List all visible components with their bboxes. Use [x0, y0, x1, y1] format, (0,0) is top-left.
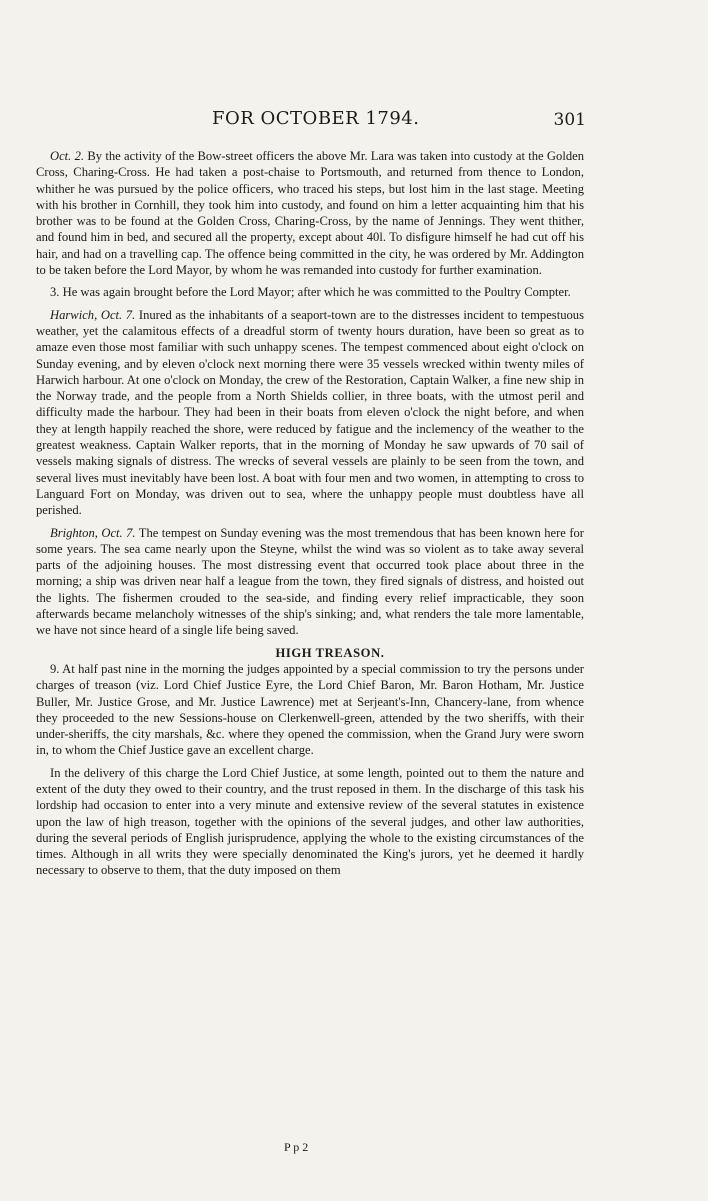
signature-mark: P p 2 — [284, 1140, 309, 1154]
paragraph-treason-charge — [36, 765, 584, 879]
paragraph-brighton — [36, 525, 584, 639]
paragraph-harwich — [36, 307, 584, 519]
paragraph-oct-3 — [36, 284, 584, 300]
paragraph-text: 9. At half past nine in the morning the judges appointed by a special commission to try the persons under charges of treason (viz. Lord Chief Justice Eyre, the Lord Chief Baron, Mr. Baron Hotham, Mr. Justice Buller, Mr. Justice Grose, and Mr. Justice Lawrence) met at Serjeant's-Inn, Chancery-lane, from whence they proceeded to the new Sessions-house on Clerkenwell-green, attended by the two sheriffs, with their under-sheriffs, the city marshals, &c. where they opened the commission, when the Grand Jury were sworn in, to whom the Chief Justice gave an excellent charge. — [36, 661, 584, 758]
page-number: 301 — [553, 110, 586, 130]
paragraph-lead: Brighton, Oct. 7. — [50, 525, 136, 540]
running-title: FOR OCTOBER 1794. — [212, 108, 420, 129]
paragraph-text: 3. He was again brought before the Lord Mayor; after which he was committed to the Poultry Compter. — [50, 285, 571, 300]
paragraph-text: By the activity of the Bow-street officers the above Mr. Lara was taken into custody at the Golden Cross, Charing-Cross. He had taken a post-chaise to Portsmouth, and returned from thence to London, whither he was pursued by the police officers, who traced his steps, but lost him in the last stage. Meeting with his brother in Cornhill, they took him into custody, and found on him a letter acquainting him that his brother was to be found at the Golden Cross, Charing-Cross, by the name of Jennings. They went thither, and found him in bed, and secured all the property, except about 40l. To disfigure himself he had cut off his hair, and had on a travelling cap. The offence being committed in the city, he was ordered by Mr. Addington to be taken before the Lord Mayor, by whom he was remanded into custody for further examination. — [36, 149, 585, 278]
page-body — [36, 148, 584, 885]
paragraph-treason-9 — [36, 661, 584, 759]
page-header — [60, 108, 586, 136]
paragraph-text: The tempest on Sunday evening was the most tremendous that has been known here for some years. The sea came nearly upon the Steyne, whilst the wind was so violent as to take away several parts of the adjoining houses. The most distressing event that occurred took place about three in the morning; a ship was driven near half a league from the town, they fired signals of distress, and hoisted out the lights. The fishermen crouded to the sea-side, and finding every relief impracticable, they soon afterwards became melancholy witnesses of the ship's sinking; and, what renders the tale more lamentable, we have not since heard of a single life being saved. — [36, 525, 584, 638]
paragraph-oct-2 — [36, 148, 584, 278]
paragraph-lead: Oct. 2. — [50, 149, 85, 163]
paragraph-text: Inured as the inhabitants of a seaport-town are to the distresses incident to tempestuous weather, yet the calamitous effects of a dreadful storm of twenty hours duration, have been so great as to amaze even those most familiar with such unhappy scenes. The tempest commenced about eight o'clock on Sunday evening, and by eleven o'clock next morning there were 35 vessels wrecked within twenty miles of Harwich harbour. At one o'clock on Monday, the crew of the Restoration, Captain Walker, a fine new ship in the Norway trade, and the people from a North Shields collier, in three boats, with the utmost peril and difficulty made the harbour. They had been in their boats from eleven o'clock the night before, and when they at length happily reached the shore, were reduced by fatigue and the inclemency of the weather to the greatest weakness. Captain Walker reports, that in the morning of Monday he saw upwards of 70 sail of vessels making signals of distress. The wrecks of several vessels are plainly to be seen from the town, and several lives must inevitably have been lost. A boat with four men and two women, in attempting to cross to Languard Fort on Monday, was driven out to sea, where the unhappy people must doubtless have all perished. — [36, 307, 584, 518]
section-heading: HIGH TREASON. — [275, 645, 385, 660]
paragraph-lead: Harwich, Oct. 7. — [50, 307, 136, 322]
paragraph-text: In the delivery of this charge the Lord Chief Justice, at some length, pointed out to them the nature and extent of the duty they owed to their country, and the trust reposed in them. In the discharge of this task his lordship had occasion to enter into a very minute and extensive review of the several statutes in existence upon the law of high treason, together with the opinions of the several judges, and other law authorities, during the several periods of English jurisprudence, applying the whole to the existing circumstances of the times. Although in all writs they were specially denominated the King's jurors, yet he deemed it hardly necessary to observe to them, that the duty imposed on them — [36, 765, 584, 878]
